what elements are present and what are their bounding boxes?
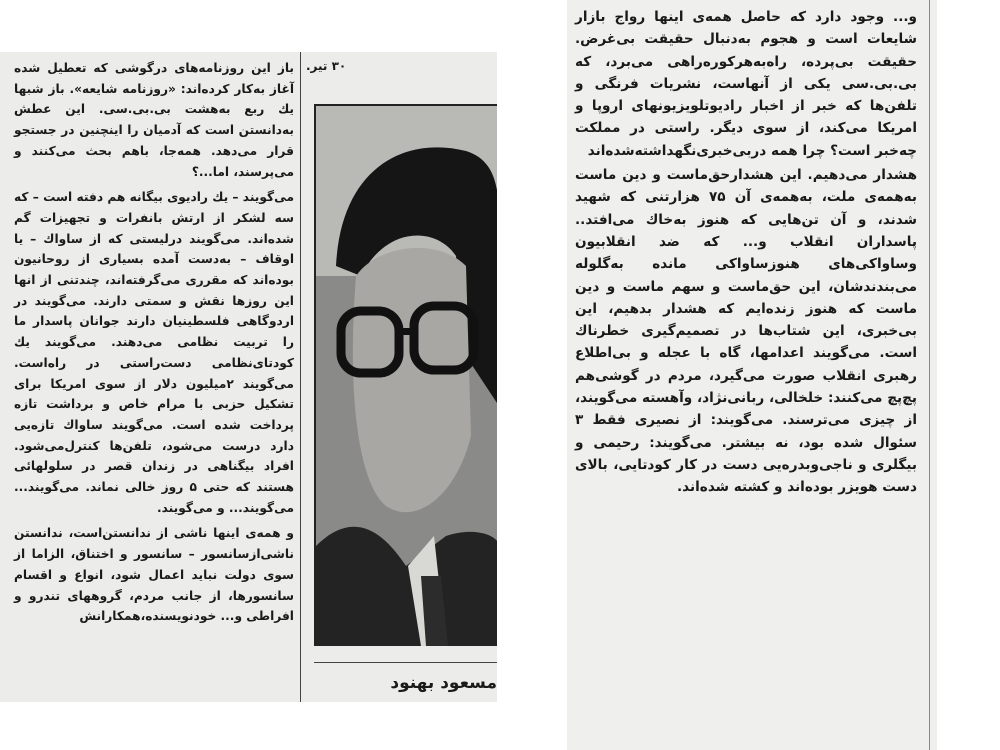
column-divider: [300, 52, 301, 702]
left-paragraph-3: و همه‌ی اینها ناشی از ندانستن‌است، ندانستن ناشی‌ازسانسور – سانسور و اختناق، الزاما از سوی دولت نباید اعمال شود، انواع و اقسام سانسورها، از جانب مردم، گروههای تندرو و افراطی و... خودنویسنده،همکارانش: [14, 526, 294, 624]
right-article-column: [575, 6, 917, 499]
issue-date: ۳۰ تیر.: [306, 59, 347, 73]
photo-caption: مسعود بهنود: [390, 673, 497, 693]
right-paragraph-1: و... وجود دارد که حاصل همه‌ی اینها رواج بازار شایعات است و هجوم به‌دنبال حقیقت بی‌غرض. حقیقت بی‌پرده، راه‌به‌هرکوره‌راهی می‌برد، که بی.بی.سی یکی از آنهاست، نشریات فرنگی و تلفن‌ها که خبر از اخبار رادیوتلویزیونهای اروپا و امریکا می‌کند، از سوی دیگر. راستی در مملکت چه‌خبر است؟ چرا همه دربی‌خبری‌نگهداشته‌شده‌اند: [575, 9, 917, 159]
caption-divider: [314, 662, 497, 663]
left-paragraph-1: باز این روزنامه‌های درگوشی که تعطیل شده آغاز به‌کار کرده‌اند: «روزنامه شایعه». باز شبها یك ربع به‌هشت بی.بی.سی. این عطش به‌دانستن است که آدمیان را اینچنین در جستجو قرار می‌دهد. همه‌جا، باهم بحث می‌کنند و می‌پرسند، اما...؟: [14, 61, 294, 179]
right-newspaper-clipping: [567, 0, 937, 750]
right-paragraph-2: هشدار می‌دهیم. این هشدارحق‌ماست و دین ماست به‌همه‌ی ملت، به‌همه‌ی آن ۷۵ هزارتنی که شهید شدند، و آن تن‌هایی که هنوز به‌خاك می‌افتد.. پاسداران انقلاب و... که ضد انقلابیون وساواکی‌های هنوزساواکی مانده به‌گلوله می‌بندندشان، این حق‌ماست و سهم ماست و دین ماست که هنوز زنده‌ایم که هشدار بدهیم، این بی‌خبری، این شتاب‌ها در تصمیم‌گیری خطرناك است. می‌گویند اعدامها، گاه با عجله و بی‌اطلاع رهبری انقلاب صورت می‌گیرد، مردم در گوشی‌هم پچ‌پچ می‌کنند: خلخالی، ربانی‌نژاد، وآهسته می‌گویند، از چیزی می‌ترسند. می‌گویند: از نصیری فقط ۳ سئوال شده بود، نه بیشتر. می‌گویند: رحیمی و بیگلری و ناجی‌وبدره‌یی دست در کار کودتایی، بالای دست هویزر بوده‌اند و کشته شده‌اند.: [575, 167, 917, 496]
right-edge-rule: [929, 0, 930, 750]
left-article-column: [14, 58, 294, 627]
left-paragraph-2: می‌گویند – یك رادیوی بیگانه هم دفته است – که سه لشکر از ارتش بانفرات و تجهیزات گم شده‌اند. می‌گویند درلیستی که از ساواك – یا اوقاف – به‌دست آمده بسیاری از روحانیون بوده‌اند که مقرری می‌گرفته‌اند، چندتنی از انها این روزها نقش و سمتی دارند. می‌گویند در اردوگاهی فلسطینیان دارند جوانان پاسدار ما را تربیت نظامی می‌دهند. می‌گویند یك کودتای‌نظامی دست‌راستی در راه‌است. می‌گویند ۲میلیون دلار از سوی امریکا برای تشکیل حزبی با مرام خاص و برداشت تازه پرداخت شده است. می‌گویند ساواك تازه‌یی دارد درست می‌شود، تلفن‌ها کنترل‌می‌شود. افراد بیگناهی در زندان قصر در سلولهائی هستند که حتی ۵ روز خالی نماند. می‌گویند... می‌گویند... و می‌گویند.: [14, 190, 294, 515]
author-portrait-photo: [314, 104, 497, 646]
left-newspaper-clipping: [0, 52, 497, 702]
